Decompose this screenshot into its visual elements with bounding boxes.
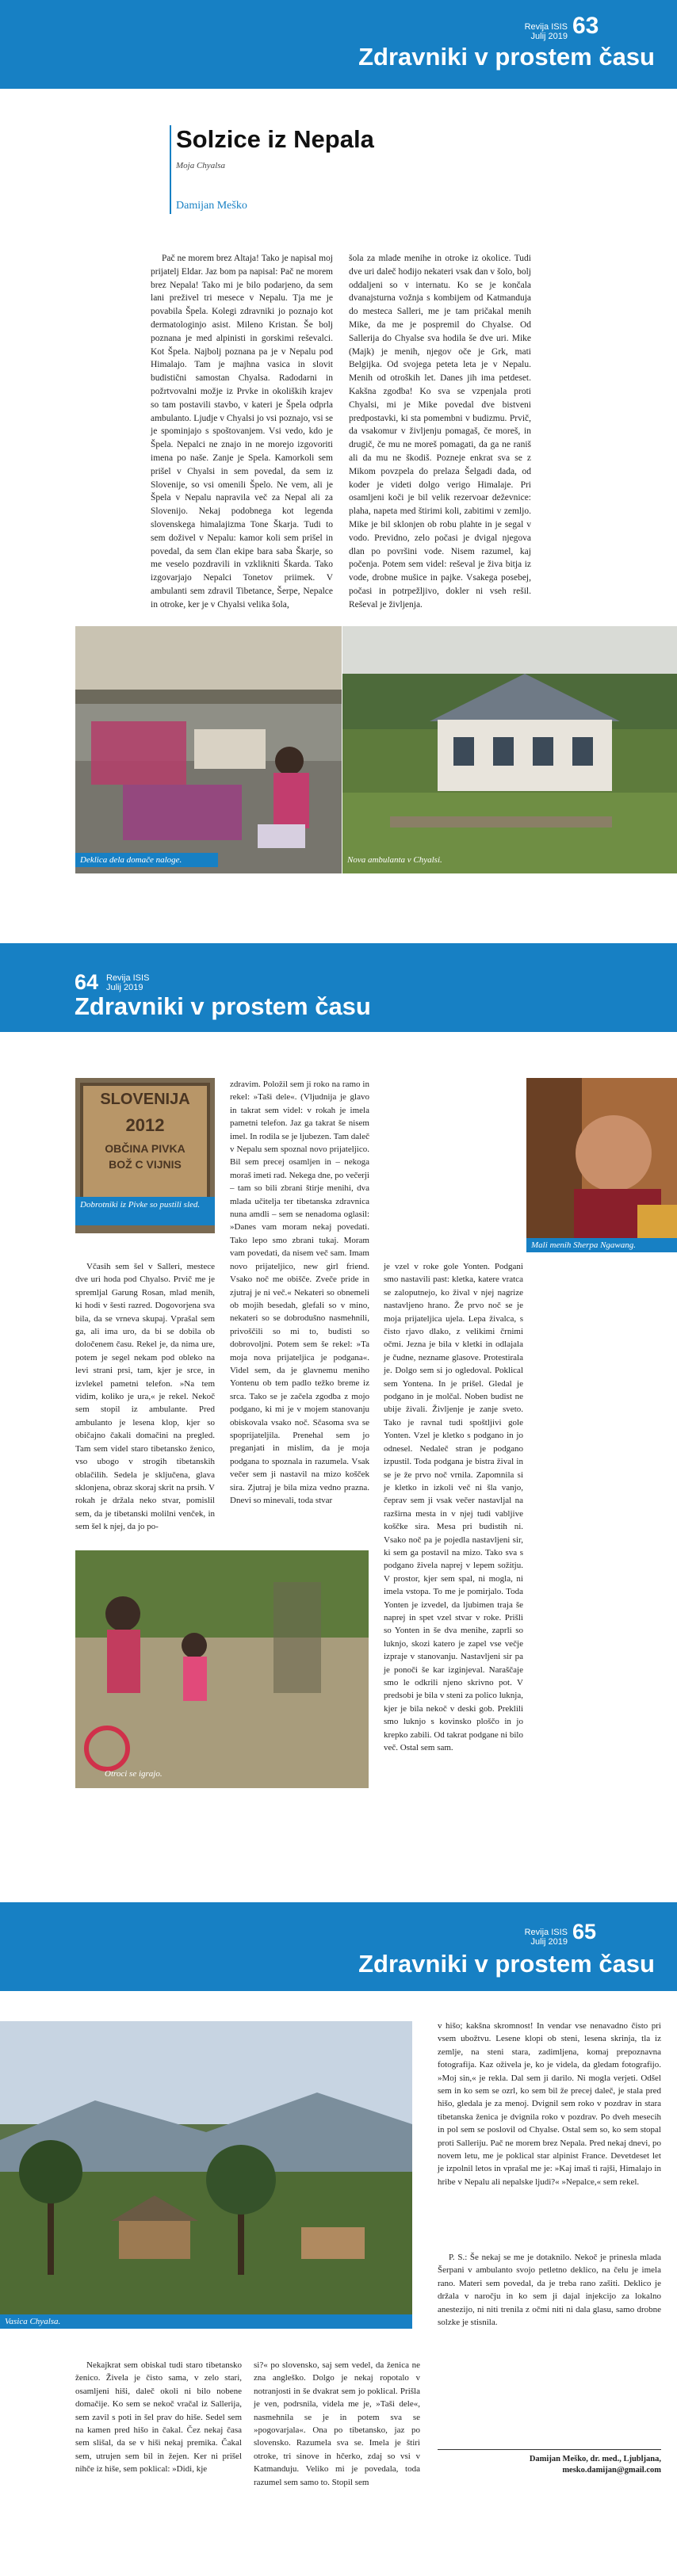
p65-right-column: v hišo; kakšna skromnost! In vendar vse nenavadno čisto pri vsem ubožtvu. Lesene klopi ob steni, lesena skrinja, tla iz zemlje, na steni stara, zadimljena, komaj prepoznavna fotografija. Kaz oživela je, ko je videla, da gledam fotografijo. »Moj sin,« je rekla. Dal sem ji darilo. Ni mogla verjeti. Odšel sem in ko sem se ozrl, ko sem bil že precej daleč, je stala pred hišo, gledala je za menoj. Dvignil sem roko v pozdrav in stara tibetanska ženica je dvignila roko v pozdrav. Po dveh mesecih in pol sem se poslovil od Chyalse. Ostal sem so, ko sem stopal proti Salleriju. Pač ne morem brez Nepala. Pred nekaj dnevi, po novem letu, me je poklical star alpinist France. Devetdeset let je izpolnil letos in vprašal me je: »Kaj imaš ti rajši, Himalajo in hribe v Nepalu ali nepalske ljudi?« »Nepalce,« sem rekel. [438,2021,661,2187]
magazine-name: Revija ISIS Julij 2019 [524,1928,568,1947]
p65-postscript: P. S.: Še nekaj se me je dotaknilo. Nekoč je prinesla mlada Šerpani v ambulanto svojo petletno deklico, na čelu je imela rano. Materi sem povedal, da je treba rano zašiti. Deklico je držala v naročju in ko sem ji dajal injekcijo za lokalno anestezijo, ni niti trenila z očmi niti ni dala glasu, samo drobne solzke je stisnila. [438,2253,661,2328]
p65-column-2: si?« po slovensko, saj sem vedel, da ženica ne zna angleško. Dolgo je nekaj ropotalo v notranjosti in še dvakrat sem jo poklical. Prišla je ven, podrsnila, videla me je, »Taši dele«, nasmehnila se je in potem sva se »pogovarjala«. Ona po tibetansko, jaz po slovensko. Razumela sva se. Imela je štiri otroke, tri sinove in hčerko, zdaj so vsi v Katmanduju. Veliko mi je povedala, toda razumel sem samo to. Stopil sem [254,2360,420,2487]
photo-little-monk [526,1078,677,1244]
p64-column-1: Včasih sem šel v Salleri, mestece dve uri hoda pod Chyalso. Prvič me je spremljal Garung Rosan, mlad menih, ki hodi v šesti razred. Dogovorjena sva bila, da se vrneva skupaj. Vprašal sem ga, ali ima uro, da bi se dobila ob določenem času. Rekel je, da nima ure, potem je segel nekam pod obleko na levi strani prsi, tam, kjer je srce, in izvlekel pametni telefon. »Na tem vidim, koliko je ura,« je rekel. Nekoč sem stopil iz ambulante. Pred ambulanto je lesena klop, kjer so običajno čakali domačini na pregled. Tam sem videl staro tibetansko ženico, vso ubogo v strogih tibetanskih oblačilih. Sedela je sključena, glava sklonjena, obraz skoraj skrit na prsih. V rokah je držala neko stvar, pomislil sem, da je tibetanski molilni venček, in sem šel k njej, da jo po- [75,1262,215,1532]
article-author: Damijan Meško [176,200,247,212]
title-rule [170,125,171,214]
photo-village-chyalsa [0,2021,412,2329]
caption-photo-p65: Vasica Chyalsa. [0,2314,412,2329]
header-band-p65 [0,1902,677,1991]
section-title: Zdravniki v prostem času [358,43,655,71]
article-column-1: Pač ne morem brez Altaja! Tako je napisal moj prijatelj Eldar. Jaz bom pa napisal: Pač ne morem brez Nepala! Tako mi je bilo podarjeno, da sem lani preživel tri mesece v Nepalu. Tja me je povabila Špela. Kolegi zdravniki jo poznajo kot dermatologinjo asist. Mileno Kristan. Še bolj poznana je med alpinisti in gorskimi reševalci. Kot Špela. Najbolj poznana pa je v Nepalu pod Himalajo. Tam je majhna vasica in slovit budistični samostan Chyalsa. Radodarni in požrtvovalni možje iz Prvke in okoliških krajev so tam postavili stavbo, v kateri je Špela odprla ambulanto. Ljudje v Chyalsi jo vsi poznajo, vsi se je spominjajo s spoštovanjem. Vsi vedo, kdo je Špela. Nepalci ne znajo in ne morejo izgovoriti imena po naše. Zanje je Spela. Kamorkoli sem prišel v Chyalsi in sem povedal, da sem iz Slovenije, so vsi omenili Špelo. Ne vem, ali je Špela v Nepalu napravila več za Nepal ali za Slovenijo. Nekaj podobnega kot legenda slovenskega himalajizma Tone Škarja. Tudi to sem doživel v Nepalu: kamor koli sem prišel in povedal, da sem član ekipe bara saba Škarje, so me veselo pozdravili in vzklikniti Škarda. Tako izgovarjajo Nepalci Tonetov priimek. V ambulanti sem zdravil Tibetance, Šerpe, Nepalce in otroke, ker je v Chyalsi velika šola, [151,254,333,610]
article-title: Solzice iz Nepala [176,125,374,153]
page-number: 65 [572,1920,597,1943]
author-signature: Damijan Meško, dr. med., Ljubljana, mesko.damijan@gmail.com [529,2455,661,2475]
caption-photo-p64-2: Mali menih Sherpa Ngawang. [526,1238,677,1252]
p65-column-1: Nekajkrat sem obiskal tudi staro tibetansko ženico. Živela je čisto sama, v zelo stari, osamljeni hiši, daleč okoli ni bilo nobene domačije. Ko sem se nekoč vračal iz Sallerija, sem zavil s poti in šel prav do hiše. Sedel sem na kamen pred hišo in čakal. Čez nekaj časa sem slišal, da se v hiši nekaj premika. Čakal sem, utrujen sem bil in žejen. Ker ni prišel nihče iz hiše, sem poklical: »Didi, kje [75,2360,242,2475]
magazine-name: Revija ISIS Julij 2019 [524,22,568,41]
article-column-2: šola za mlade menihe in otroke iz okolice. Tudi dve uri daleč hodijo nekateri vsak dan v šolo, bolj oddaljeni so v internatu. Ko se je končala dvanajsturna vožnja s kombijem od Katmanduja do mesteca Salleri, me je tam pričakal menih Mike, da me je pospremil do Chyalse. Od Sallerija do Chyalse sva hodila še dve uri. Mike (Majk) je menih, njegov oče je Grk, mati Belgijka. Od svojega peteta leta je v Nepalu. Menih od otroških let. Danes jih ima petdeset. Kakšna zgodba! Ko sva se vzpenjala proti Chyalsi, mi je Mike povedal dve bistveni predpostavki, ki sta pomembni v budizmu. Prvič, da vsakomur v življenju pomagaš, če moreš, in drugič, če mu ne moreš pomagati, da ga ne raniš ali da mu ne škodiš. Pozneje enkrat sva se z Mikom povzpela do prelaza Šelgadi dada, od koder je videti dolgo verigo Himalaje. Pri osamljeni koči je bil velik rezervoar deževnice: plaha, napeta med štirimi koli, zabitimi v zemljo. Mike je bil sklonjen ob robu plahte in je segal v vodo. Previdno, zelo počasi je dvigal njegova dlan po površini vode. Nisem razumel, kaj počenja. Potem sem videl: reševal je živa bitja iz vode, drobne mušice in pajke. Vsakega posebej, počasi in potrpežljivo, dokler ni vseh rešil. Reševal je življenja. [349,254,531,610]
caption-photo-p64-1: Dobrotniki iz Pivke so pustili sled. [75,1197,215,1225]
magazine-name: Revija ISIS Julij 2019 [106,973,150,992]
p64-column-3: je vzel v roke gole Yonten. Podgani smo nastavili past: kletka, katere vratca se zaloputnejo, ko žival v njej nagrize nastavljeno hrano. Že prvo noč se je moja prijateljica ujela. Lepa živalca, s čisto rjavo dlako, z velikimi črnimi očmi. Jezna je bila v kletki in odlajala je čudne, nezname glasove. Protestirala je. Dolgo sem si jo ogledoval. Poklical sem Yontena. In je prišel. Gledal je podgano in je molčal. Noben budist ne ubije živali. Življenje je zanje sveto. Tako je ravnal tudi spoštljivi gole Yonten. Vzel je kletko s podgano in jo odnesel. Nedaleč stran je podgano izpustil. Toda podgana je bistra žival in se je že prvo noč vrnila. Zapomnila si je kletko in izkoli več ni šla vanjo, čeprav sem ji vsak večer nastavljal na razširna mesta in v njej tudi vabljive koščke sira. Mesa pri budistih ni. Vsako noč pa je pojedla nastavljeni sir, ki sem ga postavil na mizo. Tako sva s podgano živela naprej v lepem sožitju. V prostor, kjer sem spal, ni mogla, ni imela vstopa. To me je pomirjalo. Toda Yonten je izvedel, da ljubimen traja še naprej in spet vzel stvar v roke. Prišli so Yonten in še dva menihe, zaprli so luknjo, skozi katero je zapel vse večje izpraje v stanovanju. Nastavljeni sir pa je ponoči še kar izginjeval. Naraščaje smo le odkrili njeno skrivno pot. V predsobi je bila v steni za polico luknja, kjer je bila nekoč v deski gob. Preklili smo luknjo s kovinsko ploščo in jo krepko zabili. Od takrat podgane ni bilo več. Ostal sem sam. [384,1262,523,1753]
article-subtitle: Moja Chyalsa [176,161,226,170]
page-number: 63 [572,13,599,39]
photo-girl-homework [75,626,342,873]
sign-text: SLOVENIJA 2012 OBČINA PIVKA BOŽ C VIJNIS [100,1091,190,1171]
caption-photo-2: Nova ambulanta v Chyalsi. [347,855,442,865]
caption-photo-1: Deklica dela domače naloge. [75,853,218,867]
caption-photo-p64-3: Otroci se igrajo. [105,1769,163,1779]
signature-rule [438,2449,661,2450]
header-band-p63 [0,0,677,89]
header-band-p64 [0,943,677,1032]
photo-children-playing [75,1550,369,1788]
section-title: Zdravniki v prostem času [358,1950,655,1978]
page-number: 64 [75,970,99,994]
p64-column-2: zdravim. Položil sem ji roko na ramo in rekel: »Taši dele«. (Vljudnija je glavo in takrat sem videl: v rokah je imela pametni telefon. Jaz ga takrat še nisem imel. In rodila se je ljubezen. Tam daleč v Nepalu sem spoznal novo prijateljico. Bil sem precej osamljen in – nekoga moraš imeti rad. Nekega dne, po večerji – tam so bili zbrani štirje menihi, dva mlada učitelja ter tibetanska zdravnica nuna amdli – sem se nenadoma oglasil: »Danes vam moram nekaj povedati. Tako lepo smo zbrani tukaj. Moram vam povedati, da nisem več sam. Imam novo prijateljico, new girl friend. Vsako noč me obišče. Zveče pride in zjutraj je ni več.« Nekateri so obnemeli ob mojih besedah, glefali so v mino, nekateri so se dobrodušno nasmehnili, privoščili so mi to, budisti so dobrovoljni. Potem sem še rekel: »Ta moja nova prijateljica je podgana«. Videl sem, da je glavnemu meniho Yontenu ob tem padlo težko breme iz srca. Tako se je začela zgodba z mojo podgano, ki mi je v mojem stanovanju obiskovala vsako noč. Sčasoma sva se spoprijateljila. Prenehal sem jo preganjati in mislim, da je moja podgana to spoznala in razumela. Vsak večer sem ji nastavil na mizo košček sira. Zjutraj je bila miza vedno prazna. Dnevi so minevali, toda stvar [230,1080,369,1505]
section-title: Zdravniki v prostem času [75,992,371,1020]
photo-new-clinic [342,626,677,873]
